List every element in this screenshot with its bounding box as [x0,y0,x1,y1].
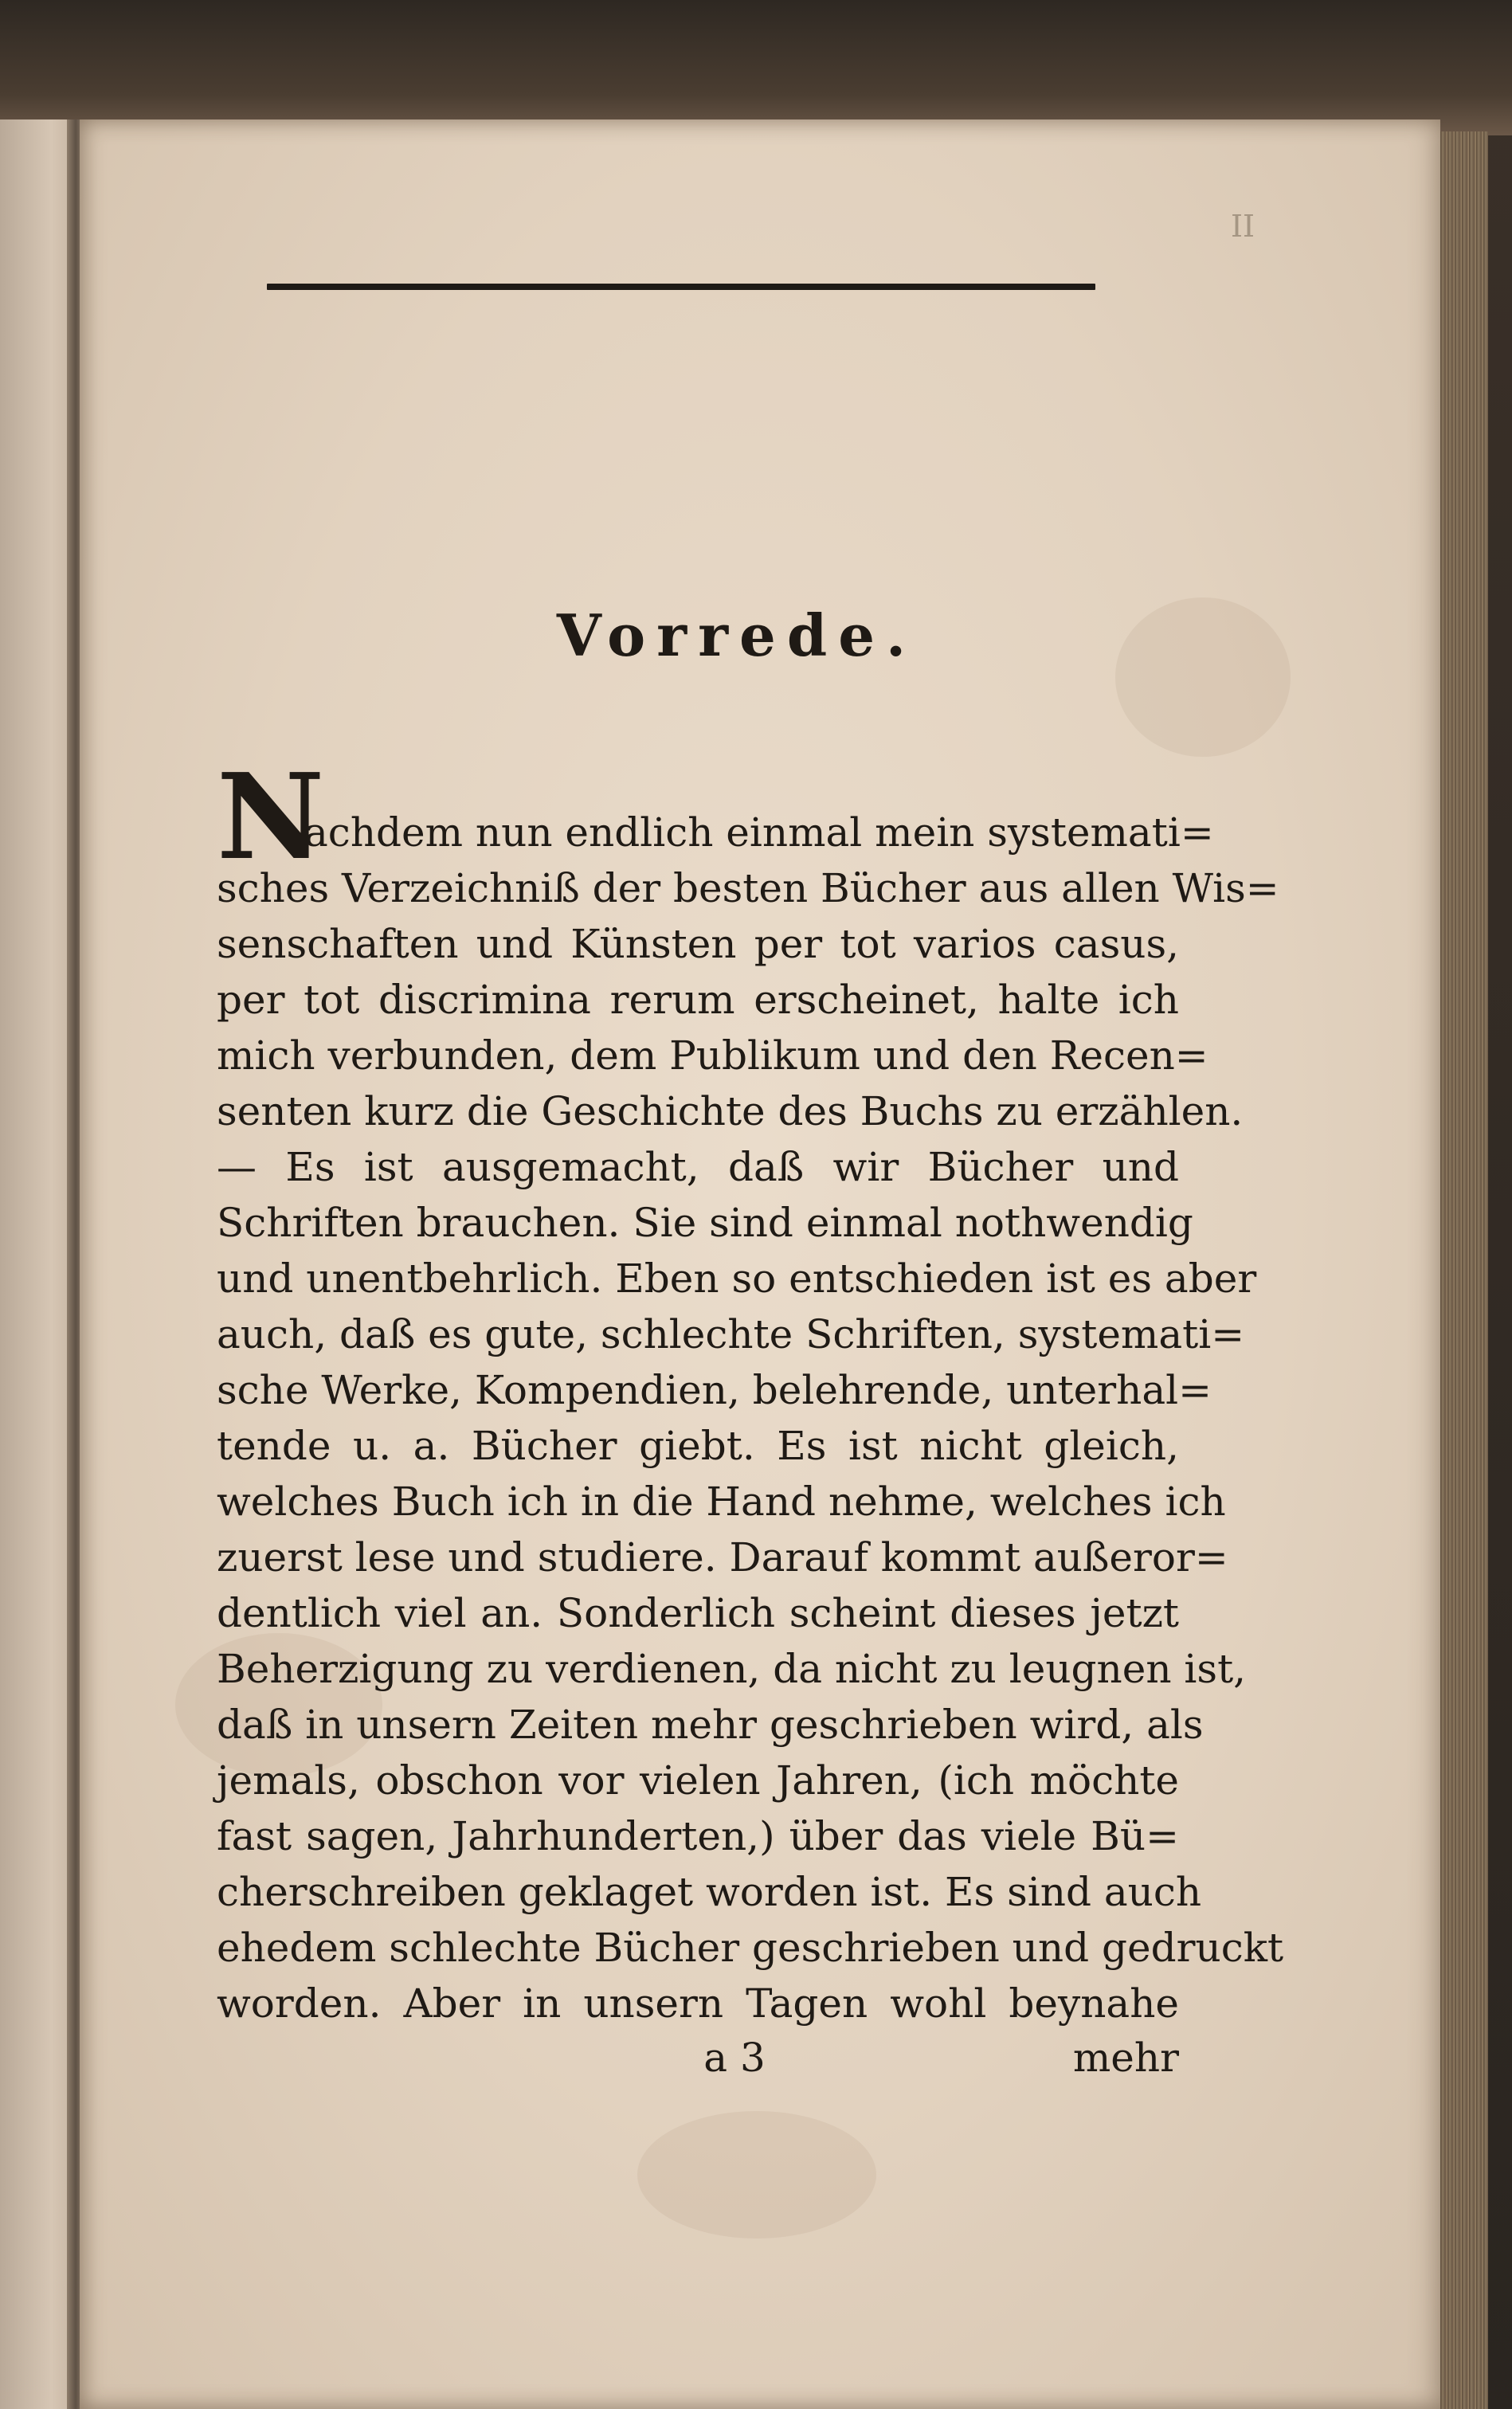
text-line: und unentbehrlich. Eben so entschieden ist es aber [217,1255,1257,1302]
text-line: daß in unsern Zeiten mehr geschrieben wird, als [217,1702,1204,1748]
text-line: zuerst lese und studiere. Darauf kommt außeror= [217,1534,1228,1581]
page-header-mark: II [1231,209,1255,244]
paper-stain [637,2111,876,2239]
text-line: tende u. a. Bücher giebt. Es ist nicht gleich, [217,1423,1179,1469]
catchword: mehr [1072,2035,1179,2081]
text-line: dentlich viel an. Sonderlich scheint dieses jetzt [217,1590,1179,1636]
page-fore-edge [1440,131,1488,2409]
text-line: per tot discrimina rerum erscheinet, halte ich [217,977,1179,1023]
signature-mark: a 3 [703,2035,766,2081]
text-line: Beherzigung zu verdienen, da nicht zu leugnen ist, [217,1646,1247,1692]
text-line: auch, daß es gute, schlechte Schriften, systemati= [217,1311,1245,1357]
page-heading: Vorrede. [556,601,918,669]
text-line: worden. Aber in unsern Tagen wohl beynahe [217,1980,1179,2027]
text-line: jemals, obschon vor vielen Jahren, (ich möchte [217,1757,1179,1804]
text-line: sche Werke, Kompendien, belehrende, unterhal= [217,1367,1212,1413]
book-cover-top [0,0,1512,135]
drop-cap: N [217,747,325,886]
text-line: — Es ist ausgemacht, daß wir Bücher und [217,1144,1179,1190]
text-line: Schriften brauchen. Sie sind einmal nothwendig [217,1200,1193,1246]
left-page-edge [0,119,73,2409]
text-line: welches Buch ich in die Hand nehme, welches ich [217,1479,1226,1525]
text-line: mich verbunden, dem Publikum und den Recen= [217,1032,1208,1079]
page-footer [217,2030,1179,2086]
text-line: fast sagen, Jahrhunderten,) über das viele Bü= [217,1813,1179,1859]
text-line: senten kurz die Geschichte des Buchs zu erzählen. [217,1088,1244,1134]
text-line: senschaften und Künsten per tot varios casus, [217,921,1179,967]
text-line: achdem nun endlich einmal mein systemati= [304,809,1214,856]
text-line: sches Verzeichniß der besten Bücher aus allen Wis= [217,865,1279,911]
text-line: ehedem schlechte Bücher geschrieben und gedruckt [217,1925,1284,1971]
text-line: cherschreiben geklaget worden ist. Es sind auch [217,1869,1202,1915]
header-rule [267,284,1095,290]
